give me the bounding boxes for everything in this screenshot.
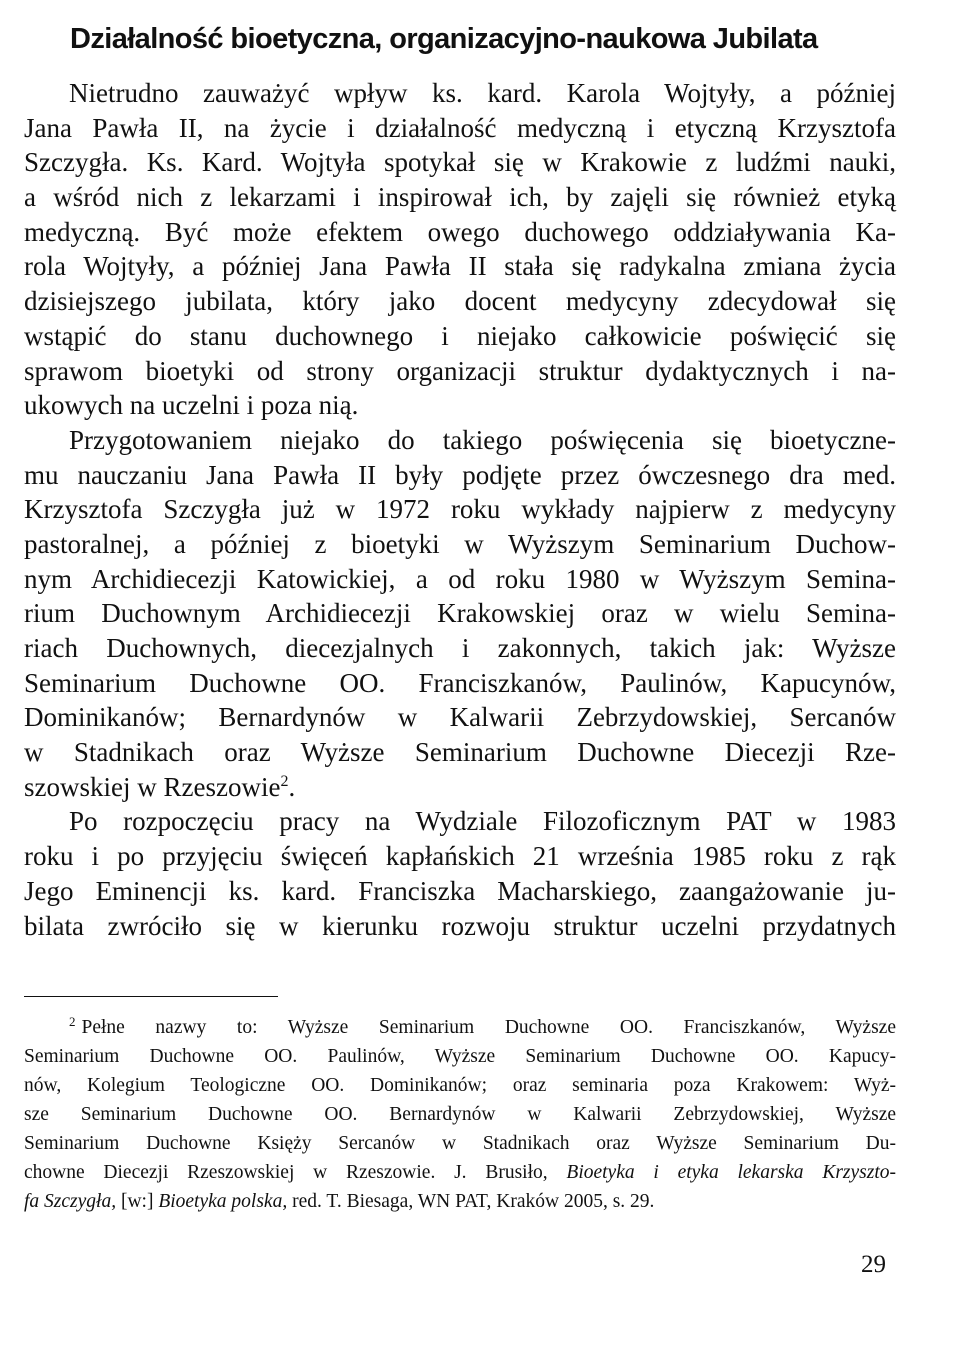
body-line: ukowych na uczelni i poza nią.: [24, 390, 359, 421]
footnote: [24, 1013, 896, 1216]
body-line: wstąpić do stanu duchownego i niejako całkowicie poświęcić się: [24, 320, 896, 351]
footnote-line: Seminarium Duchowne Księży Sercanów w Stadnikach oraz Wyższe Seminarium Du-: [24, 1133, 896, 1154]
footnote-line: [24, 1187, 896, 1216]
footnote-line-text: chowne Diecezji Rzeszowskiej w Rzeszowie. J. Brusiło,: [24, 1162, 567, 1183]
page-number: 29: [861, 1251, 886, 1278]
footnote-line: sze Seminarium Duchowne OO. Bernardynów w Kalwarii Zebrzydowskiej, Wyższe: [24, 1104, 896, 1125]
body-line: riach Duchownych, diecezjalnych i zakonnych, takich jak: Wyższe: [24, 633, 896, 663]
footnote-line-text: Pełne nazwy to: Wyższe Seminarium Duchowne OO. Franciszkanów, Wyższe: [81, 1017, 896, 1038]
body-line: sprawom bioetyki od strony organizacji struktur dydaktycznych i na-: [24, 355, 896, 386]
body-line: a wśród nich z lekarzami i inspirował ich, by zajęli się również etyką: [24, 182, 896, 213]
body-line: [24, 770, 896, 805]
body-line: pastoralnej, a później z bioetyki w Wyższym Seminarium Duchow-: [24, 528, 896, 559]
body-line: Jana Pawła II, na życie i działalność medyczną i etyczną Krzysztofa: [24, 112, 896, 143]
footnote-line: [24, 1013, 896, 1042]
footnote-line: nów, Kolegium Teologiczne OO. Dominikanów; oraz seminaria poza Krakowem: Wyż-: [24, 1075, 896, 1096]
body-line: Jego Eminencji ks. kard. Franciszka Macharskiego, zaangażowanie ju-: [24, 875, 896, 906]
footnote-line: Seminarium Duchowne OO. Paulinów, Wyższe Seminarium Duchowne OO. Kapucy-: [24, 1046, 896, 1067]
body-line: Dominikanów; Bernardynów w Kalwarii Zebrzydowskiej, Sercanów: [24, 702, 896, 733]
body-line: Szczygła. Ks. Kard. Wojtyła spotykał się w Krakowie z ludźmi nauki,: [24, 147, 896, 178]
body-line: rium Duchownym Archidiecezji Krakowskiej oraz w wielu Semina-: [24, 598, 896, 629]
citation-title: Bioetyka i etyka lekarska Krzyszto-: [566, 1162, 896, 1183]
citation-details: red. T. Biesaga, WN PAT, Kraków 2005, s. 29.: [287, 1191, 655, 1212]
body-line: rola Wojtyły, a później Jana Pawła II stała się radykalna zmiana życia: [24, 251, 896, 282]
footnote-reference[interactable]: 2: [280, 772, 289, 790]
body-line-text: szowskiej w Rzeszowie: [24, 771, 281, 802]
section-heading: Działalność bioetyczna, organizacyjno-naukowa Jubilata: [70, 23, 818, 55]
body-line: Krzysztofa Szczygła już w 1972 roku wykłady najpierw z medycyny: [24, 494, 896, 525]
citation-title: fa Szczygła,: [24, 1191, 117, 1212]
body-line: roku i po przyjęciu święceń kapłańskich 21 września 1985 roku z rąk: [24, 841, 896, 872]
citation-in-marker: [w:]: [116, 1191, 159, 1212]
body-line: Nietrudno zauważyć wpływ ks. kard. Karola Wojtyły, a później: [69, 78, 896, 108]
body-line: dzisiejszego jubilata, który jako docent medycyny zdecydował się: [24, 286, 896, 317]
body-line: nym Archidiecezji Katowickiej, a od roku 1980 w Wyższym Semina-: [24, 563, 896, 594]
body-text: [24, 76, 896, 943]
footnote-divider: [24, 996, 278, 997]
body-line: bilata zwróciło się w kierunku rozwoju struktur uczelni przydatnych: [24, 910, 896, 941]
footnote-line: [24, 1158, 896, 1187]
citation-book-title: Bioetyka polska,: [158, 1191, 288, 1212]
body-line: w Stadnikach oraz Wyższe Seminarium Duchowne Diecezji Rze-: [24, 737, 896, 768]
footnote-reference-punct: .: [288, 771, 296, 802]
body-line: Przygotowaniem niejako do takiego poświęcenia się bioetyczne-: [69, 424, 896, 455]
body-line: mu nauczaniu Jana Pawła II były podjęte przez ówczesnego dra med.: [24, 459, 896, 490]
footnote-number: 2: [69, 1013, 76, 1029]
body-line: Seminarium Duchowne OO. Franciszkanów, Paulinów, Kapucynów,: [24, 667, 896, 698]
body-line: Po rozpoczęciu pracy na Wydziale Filozoficznym PAT w 1983: [69, 806, 896, 837]
body-line: medyczną. Być może efektem owego duchowego oddziaływania Ka-: [24, 216, 896, 247]
